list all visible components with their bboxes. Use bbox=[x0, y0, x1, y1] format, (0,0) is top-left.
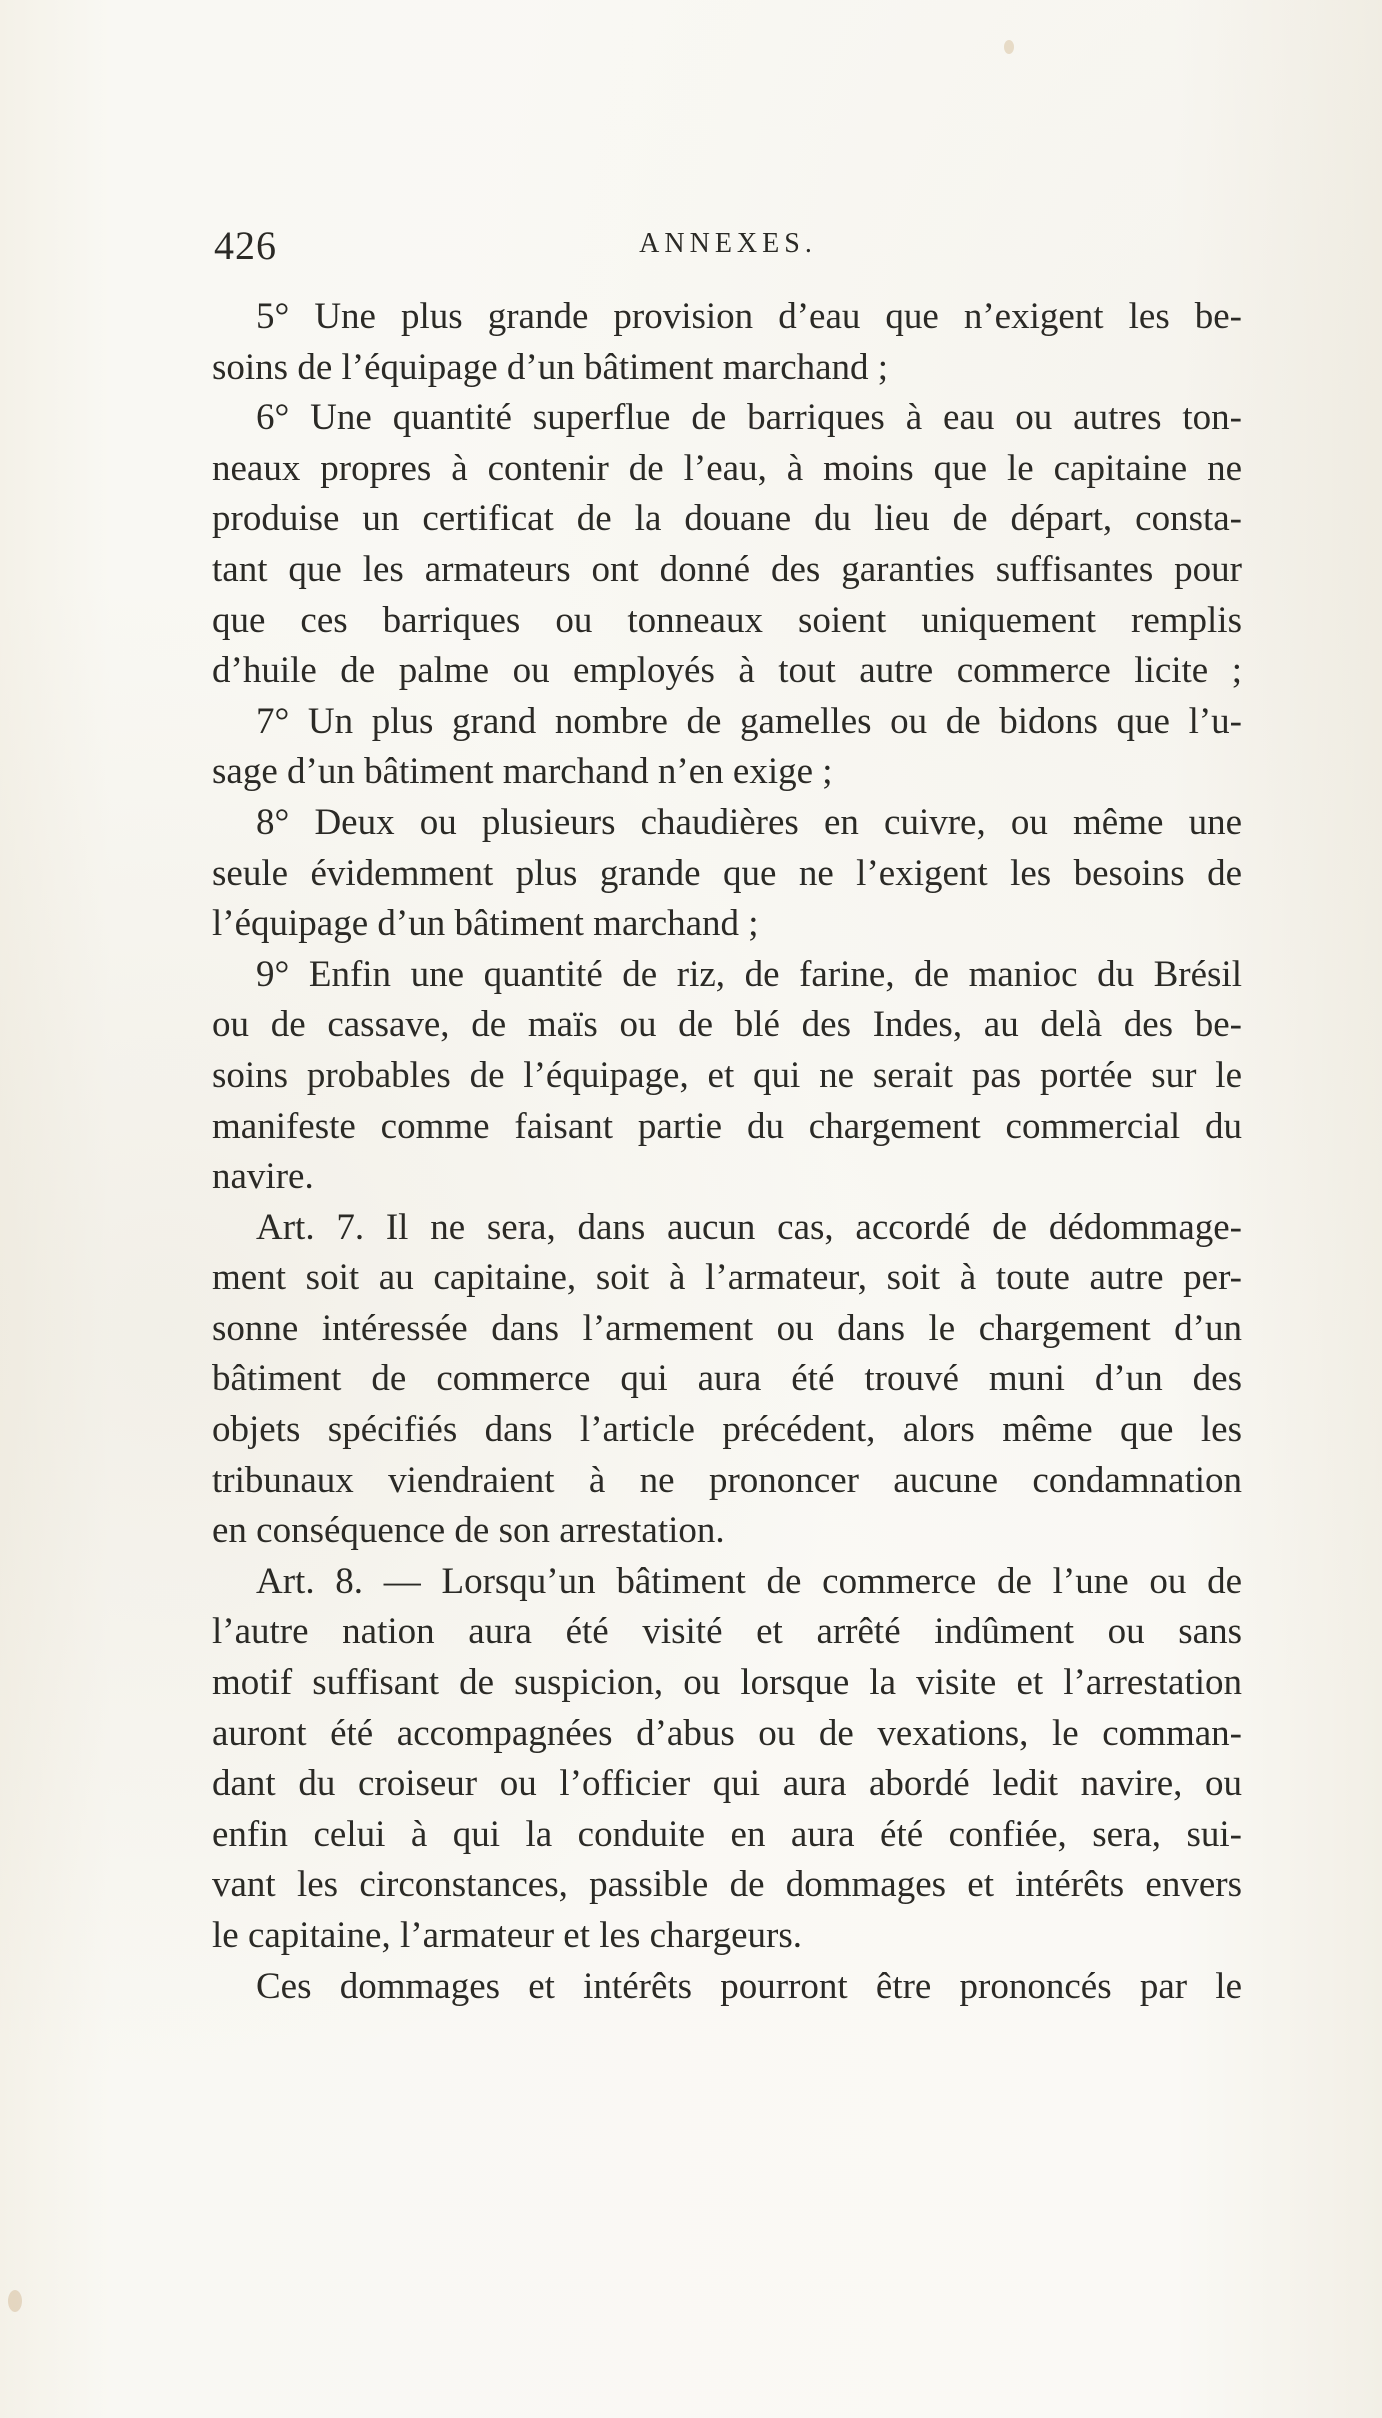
text-line: dant du croiseur ou l’officier qui aura abordé ledit navire, ou bbox=[212, 1763, 1242, 1805]
running-title: ANNEXES. bbox=[639, 228, 817, 259]
text-line: ment soit au capitaine, soit à l’armateur, soit à toute autre per- bbox=[212, 1257, 1242, 1299]
text-line: neaux propres à contenir de l’eau, à moins que le capitaine ne bbox=[212, 447, 1242, 489]
text-line: que ces barriques ou tonneaux soient uniquement remplis bbox=[212, 599, 1242, 641]
text-line: sonne intéressée dans l’armement ou dans le chargement d’un bbox=[212, 1307, 1242, 1349]
paper-stain bbox=[1004, 40, 1014, 54]
text-line: produise un certificat de la douane du lieu de départ, consta- bbox=[212, 498, 1242, 540]
text-line: tant que les armateurs ont donné des garanties suffisantes pour bbox=[212, 548, 1242, 590]
text-line: seule évidemment plus grande que ne l’exigent les besoins de bbox=[212, 852, 1242, 894]
text-line: Ces dommages et intérêts pourront être prononcés par le bbox=[256, 1965, 1242, 2007]
text-line: soins de l’équipage d’un bâtiment marchand ; bbox=[212, 346, 889, 388]
text-line: bâtiment de commerce qui aura été trouvé muni d’un des bbox=[212, 1358, 1242, 1400]
text-line: 9° Enfin une quantité de riz, de farine, de manioc du Brésil bbox=[256, 953, 1242, 995]
text-line: ou de cassave, de maïs ou de blé des Indes, au delà des be- bbox=[212, 1004, 1242, 1046]
text-line: 8° Deux ou plusieurs chaudières en cuivre, ou même une bbox=[256, 801, 1242, 843]
text-line: le capitaine, l’armateur et les chargeurs. bbox=[212, 1915, 802, 1956]
text-line: 7° Un plus grand nombre de gamelles ou de bidons que l’u- bbox=[256, 700, 1242, 742]
text-line: l’équipage d’un bâtiment marchand ; bbox=[212, 903, 759, 945]
page-header bbox=[214, 222, 1242, 272]
text-line: 5° Une plus grande provision d’eau que n’exigent les be- bbox=[256, 296, 1242, 337]
text-line: en conséquence de son arrestation. bbox=[212, 1510, 725, 1552]
text-line: vant les circonstances, passible de dommages et intérêts envers bbox=[212, 1864, 1242, 1906]
paper-stain bbox=[8, 2290, 22, 2312]
text-line: 6° Une quantité superflue de barriques à eau ou autres ton- bbox=[256, 397, 1242, 439]
text-line: tribunaux viendraient à ne prononcer aucune condamnation bbox=[212, 1459, 1242, 1501]
text-line: sage d’un bâtiment marchand n’en exige ; bbox=[212, 751, 833, 793]
text-line: enfin celui à qui la conduite en aura été confiée, sera, sui- bbox=[212, 1813, 1242, 1855]
text-line: d’huile de palme ou employés à tout autre commerce licite ; bbox=[212, 650, 1242, 692]
text-line: objets spécifiés dans l’article précédent, alors même que les bbox=[212, 1409, 1242, 1451]
body-text bbox=[212, 292, 1242, 2012]
text-line: l’autre nation aura été visité et arrêté indûment ou sans bbox=[212, 1611, 1242, 1653]
page-number: 426 bbox=[214, 223, 277, 268]
text-line: auront été accompagnées d’abus ou de vexations, le comman- bbox=[212, 1712, 1242, 1754]
text-line: motif suffisant de suspicion, ou lorsque la visite et l’arrestation bbox=[212, 1662, 1242, 1704]
text-line: navire. bbox=[212, 1156, 314, 1198]
text-line: soins probables de l’équipage, et qui ne serait pas portée sur le bbox=[212, 1054, 1242, 1096]
text-line: Art. 7. Il ne sera, dans aucun cas, accordé de dédommage- bbox=[256, 1206, 1242, 1248]
text-line: Art. 8. — Lorsqu’un bâtiment de commerce de l’une ou de bbox=[256, 1560, 1242, 1602]
text-line: manifeste comme faisant partie du chargement commercial du bbox=[212, 1105, 1242, 1147]
